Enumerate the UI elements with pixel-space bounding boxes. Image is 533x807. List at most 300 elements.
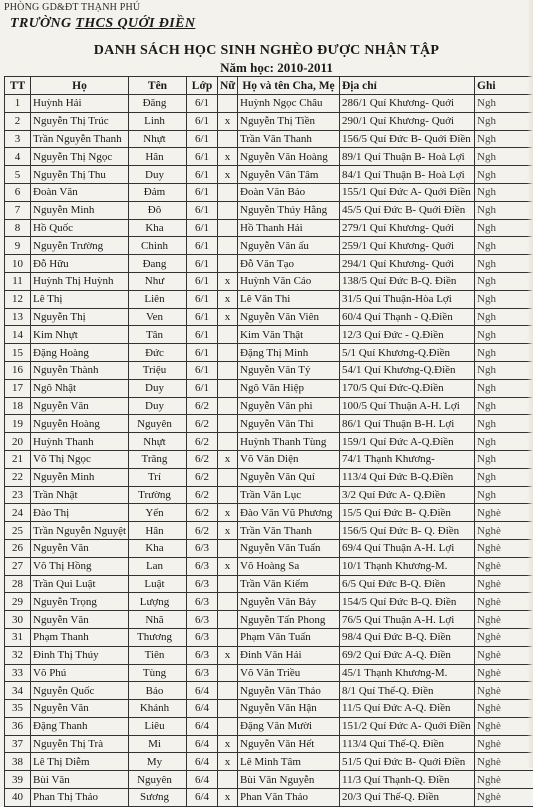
cell-ho: Nguyễn Minh [31, 468, 129, 486]
cell-note: Nghè [475, 539, 533, 557]
cell-tt: 9 [5, 237, 31, 255]
cell-lop: 6/1 [187, 130, 218, 148]
cell-nu: x [218, 753, 238, 771]
cell-tt: 1 [5, 95, 31, 113]
cell-nu [218, 219, 238, 237]
cell-ten: Triệu [129, 361, 187, 379]
cell-address: 51/5 Quí Đức B- Quới Điền [340, 753, 475, 771]
col-header-ho: Họ [31, 77, 129, 95]
cell-note: Ngh [475, 397, 533, 415]
table-row [5, 219, 533, 237]
cell-ho: Võ Phú [31, 664, 129, 682]
cell-ho: Đào Thị [31, 504, 129, 522]
cell-note: Ngh [475, 219, 533, 237]
cell-parent: Nguyễn Văn Viên [238, 308, 340, 326]
school-header [10, 16, 195, 32]
cell-lop: 6/1 [187, 326, 218, 344]
table-row [5, 201, 533, 219]
table-row [5, 361, 533, 379]
cell-address: 69/4 Quí Thuận A-H. Lợi [340, 539, 475, 557]
cell-ten: Nhựt [129, 433, 187, 451]
cell-ho: Đỗ Hữu [31, 255, 129, 273]
cell-ho: Nguyễn Văn [31, 611, 129, 629]
table-row [5, 575, 533, 593]
cell-nu [218, 130, 238, 148]
cell-parent: Nguyễn Văn Bảy [238, 593, 340, 611]
cell-ho: Kim Nhựt [31, 326, 129, 344]
document-title: DANH SÁCH HỌC SINH NGHÈO ĐƯỢC NHẬN TẬP [0, 43, 533, 59]
scan-edge [527, 0, 533, 768]
cell-ho: Nguyễn Thị Ngọc [31, 148, 129, 166]
table-row [5, 486, 533, 504]
department-header: PHÒNG GD&ĐT THẠNH PHÚ [4, 2, 140, 13]
cell-tt: 30 [5, 611, 31, 629]
cell-tt: 12 [5, 290, 31, 308]
cell-ho: Huỳnh Thị Huỳnh [31, 272, 129, 290]
cell-tt: 7 [5, 201, 31, 219]
cell-ho: Huỳnh Thanh [31, 433, 129, 451]
cell-address: 155/1 Quí Đức A- Quới Điền [340, 183, 475, 201]
table-row [5, 397, 533, 415]
cell-ho: Trần Qui Luật [31, 575, 129, 593]
cell-ten: Đang [129, 255, 187, 273]
cell-ten: Nguyên [129, 771, 187, 789]
cell-tt: 18 [5, 397, 31, 415]
cell-address: 74/1 Thạnh Khương- [340, 450, 475, 468]
cell-address: 113/4 Quí Đức B-Q.Điền [340, 468, 475, 486]
cell-ho: Nguyễn Văn [31, 700, 129, 718]
cell-ho: Lê Thị [31, 290, 129, 308]
cell-ho: Nguyễn Thị Thu [31, 166, 129, 184]
cell-tt: 33 [5, 664, 31, 682]
col-header-parent: Họ và tên Cha, Mẹ [238, 77, 340, 95]
cell-tt: 8 [5, 219, 31, 237]
cell-lop: 6/2 [187, 397, 218, 415]
cell-note: Ngh [475, 255, 533, 273]
cell-lop: 6/1 [187, 183, 218, 201]
table-row [5, 95, 533, 113]
cell-note: Nghè [475, 753, 533, 771]
col-header-ten: Tên [129, 77, 187, 95]
cell-ho: Nguyễn Thị [31, 308, 129, 326]
cell-address: 54/1 Quí Khương-Q.Điền [340, 361, 475, 379]
table-row [5, 379, 533, 397]
cell-ho: Hồ Quốc [31, 219, 129, 237]
cell-ten: My [129, 753, 187, 771]
table-header-row [5, 77, 533, 95]
cell-tt: 19 [5, 415, 31, 433]
table-row [5, 112, 533, 130]
cell-nu [218, 682, 238, 700]
table-row [5, 664, 533, 682]
cell-nu [218, 201, 238, 219]
cell-ten: Trí [129, 468, 187, 486]
table-row [5, 557, 533, 575]
cell-ten: Yến [129, 504, 187, 522]
cell-parent: Bùi Văn Nguyễn [238, 771, 340, 789]
col-header-address: Địa chỉ [340, 77, 475, 95]
table-row [5, 130, 533, 148]
cell-lop: 6/4 [187, 682, 218, 700]
cell-note: Nghè [475, 682, 533, 700]
cell-nu [218, 344, 238, 362]
cell-tt: 25 [5, 522, 31, 540]
cell-lop: 6/1 [187, 148, 218, 166]
cell-lop: 6/4 [187, 735, 218, 753]
student-table [4, 76, 533, 807]
cell-lop: 6/2 [187, 468, 218, 486]
cell-address: 31/5 Quí Thuận-Hòa Lợi [340, 290, 475, 308]
cell-note: Nghè [475, 628, 533, 646]
cell-ho: Trần Nguyễn Thanh [31, 130, 129, 148]
col-header-tt: TT [5, 77, 31, 95]
table-row [5, 628, 533, 646]
cell-nu: x [218, 557, 238, 575]
cell-address: 100/5 Quí Thuận A-H. Lợi [340, 397, 475, 415]
cell-address: 12/3 Quí Đức - Q.Điền [340, 326, 475, 344]
cell-note: Ngh [475, 308, 533, 326]
cell-address: 86/1 Quí Thuận B-H. Lợi [340, 415, 475, 433]
cell-ten: Nguyên [129, 415, 187, 433]
table-row [5, 611, 533, 629]
cell-nu [218, 593, 238, 611]
cell-parent: Đinh Văn Hải [238, 646, 340, 664]
cell-ho: Bùi Văn [31, 771, 129, 789]
cell-tt: 4 [5, 148, 31, 166]
cell-lop: 6/1 [187, 255, 218, 273]
cell-ten: Trường [129, 486, 187, 504]
cell-ho: Đặng Hoàng [31, 344, 129, 362]
cell-ho: Ngô Nhật [31, 379, 129, 397]
cell-address: 45/5 Quí Đức B- Quới Điền [340, 201, 475, 219]
cell-note: Ngh [475, 290, 533, 308]
cell-address: 11/3 Quí Thạnh-Q. Điền [340, 771, 475, 789]
cell-address: 170/5 Quí Đức-Q.Điền [340, 379, 475, 397]
cell-ho: Nguyễn Thị Trúc [31, 112, 129, 130]
cell-note: Ngh [475, 450, 533, 468]
cell-ten: Liên [129, 290, 187, 308]
cell-ten: Kha [129, 219, 187, 237]
table-row [5, 308, 533, 326]
cell-tt: 10 [5, 255, 31, 273]
cell-nu [218, 771, 238, 789]
cell-ho: Nguyễn Thành [31, 361, 129, 379]
cell-parent: Huỳnh Văn Cáo [238, 272, 340, 290]
cell-address: 279/1 Quí Khương- Quới [340, 219, 475, 237]
cell-ten: Nhựt [129, 130, 187, 148]
cell-lop: 6/4 [187, 700, 218, 718]
cell-tt: 26 [5, 539, 31, 557]
cell-nu [218, 664, 238, 682]
cell-note: Ngh [475, 272, 533, 290]
cell-ho: Võ Thị Hồng [31, 557, 129, 575]
cell-ten: Hân [129, 148, 187, 166]
cell-parent: Nguyễn Văn Thảo [238, 682, 340, 700]
cell-ten: Duy [129, 397, 187, 415]
cell-lop: 6/1 [187, 112, 218, 130]
cell-lop: 6/3 [187, 557, 218, 575]
cell-nu [218, 486, 238, 504]
cell-nu [218, 379, 238, 397]
cell-address: 20/3 Quí Thế-Q. Điền [340, 789, 475, 807]
cell-note: Ngh [475, 486, 533, 504]
cell-tt: 23 [5, 486, 31, 504]
cell-tt: 27 [5, 557, 31, 575]
cell-lop: 6/3 [187, 575, 218, 593]
cell-nu [218, 397, 238, 415]
cell-note: Nghè [475, 664, 533, 682]
cell-nu [218, 539, 238, 557]
cell-note: Ngh [475, 183, 533, 201]
cell-parent: Nguyễn Văn phi [238, 397, 340, 415]
cell-address: 286/1 Quí Khương- Quới [340, 95, 475, 113]
cell-lop: 6/2 [187, 450, 218, 468]
cell-nu [218, 237, 238, 255]
cell-ten: Nhã [129, 611, 187, 629]
cell-ho: Nguyễn Hoàng [31, 415, 129, 433]
table-row [5, 237, 533, 255]
cell-parent: Nguyễn Tấn Phong [238, 611, 340, 629]
cell-address: 76/5 Quí Thuận A-H. Lợi [340, 611, 475, 629]
cell-nu [218, 415, 238, 433]
cell-lop: 6/3 [187, 611, 218, 629]
cell-ho: Đặng Thanh [31, 717, 129, 735]
cell-note: Ngh [475, 201, 533, 219]
cell-ten: Linh [129, 112, 187, 130]
cell-ten: Hân [129, 522, 187, 540]
cell-ten: Lượng [129, 593, 187, 611]
table-row [5, 344, 533, 362]
cell-address: 84/1 Quí Thuận B- Hoà Lợi [340, 166, 475, 184]
cell-lop: 6/4 [187, 717, 218, 735]
cell-note: Nghè [475, 557, 533, 575]
table-row [5, 450, 533, 468]
table-row [5, 753, 533, 771]
cell-note: Nghè [475, 646, 533, 664]
cell-address: 5/1 Quí Khương-Q.Điền [340, 344, 475, 362]
table-row [5, 183, 533, 201]
cell-address: 11/5 Quí Đức A-Q. Điền [340, 700, 475, 718]
cell-parent: Đỗ Văn Tạo [238, 255, 340, 273]
cell-address: 89/1 Quí Thuận B- Hoà Lợi [340, 148, 475, 166]
cell-parent: Trần Văn Thanh [238, 522, 340, 540]
cell-ho: Trần Nhật [31, 486, 129, 504]
cell-tt: 31 [5, 628, 31, 646]
cell-address: 113/4 Quí Thế-Q. Điền [340, 735, 475, 753]
cell-address: 294/1 Quí Khương- Quới [340, 255, 475, 273]
cell-address: 290/1 Quí Khương- Quới [340, 112, 475, 130]
cell-note: Nghè [475, 735, 533, 753]
cell-address: 10/1 Thạnh Khương-M. [340, 557, 475, 575]
table-row [5, 646, 533, 664]
cell-note: Ngh [475, 166, 533, 184]
cell-ten: Đảm [129, 183, 187, 201]
cell-parent: Lê Minh Tâm [238, 753, 340, 771]
cell-ho: Nguyễn Minh [31, 201, 129, 219]
cell-parent: Võ Văn Diện [238, 450, 340, 468]
cell-note: Nghè [475, 611, 533, 629]
cell-lop: 6/1 [187, 272, 218, 290]
cell-ten: Đô [129, 201, 187, 219]
cell-nu: x [218, 450, 238, 468]
cell-tt: 35 [5, 700, 31, 718]
cell-lop: 6/1 [187, 361, 218, 379]
cell-tt: 29 [5, 593, 31, 611]
cell-parent: Phạm Văn Tuấn [238, 628, 340, 646]
cell-lop: 6/1 [187, 237, 218, 255]
cell-note: Nghè [475, 700, 533, 718]
cell-tt: 28 [5, 575, 31, 593]
cell-lop: 6/1 [187, 379, 218, 397]
table-row [5, 700, 533, 718]
col-header-lop: Lớp [187, 77, 218, 95]
cell-parent: Nguyễn Thị Tiền [238, 112, 340, 130]
cell-ho: Nguyễn Trọng [31, 593, 129, 611]
cell-lop: 6/2 [187, 486, 218, 504]
table-row [5, 593, 533, 611]
cell-note: Nghè [475, 789, 533, 807]
cell-tt: 5 [5, 166, 31, 184]
school-prefix: TRƯỜNG [10, 16, 71, 31]
cell-address: 45/1 Thạnh Khương-M. [340, 664, 475, 682]
cell-note: Ngh [475, 95, 533, 113]
table-row [5, 682, 533, 700]
cell-parent: Kim Văn Thật [238, 326, 340, 344]
table-row [5, 771, 533, 789]
school-year: Năm học: 2010-2011 [0, 60, 533, 76]
cell-ho: Đinh Thị Thúy [31, 646, 129, 664]
cell-nu: x [218, 148, 238, 166]
cell-lop: 6/4 [187, 771, 218, 789]
cell-tt: 2 [5, 112, 31, 130]
cell-ho: Đoàn Văn [31, 183, 129, 201]
cell-parent: Nguyễn Văn Tâm [238, 166, 340, 184]
cell-lop: 6/1 [187, 344, 218, 362]
cell-tt: 24 [5, 504, 31, 522]
cell-ho: Phan Thị Thảo [31, 789, 129, 807]
cell-parent: Phan Văn Thảo [238, 789, 340, 807]
cell-address: 8/1 Quí Thế-Q. Điền [340, 682, 475, 700]
cell-ten: Khánh [129, 700, 187, 718]
cell-ten: Luật [129, 575, 187, 593]
cell-tt: 36 [5, 717, 31, 735]
cell-ten: Tiên [129, 646, 187, 664]
cell-parent: Nguyễn Văn Tuấn [238, 539, 340, 557]
table-row [5, 522, 533, 540]
cell-nu [218, 611, 238, 629]
cell-nu: x [218, 290, 238, 308]
cell-address: 98/4 Quí Đức B-Q. Điền [340, 628, 475, 646]
cell-note: Nghè [475, 575, 533, 593]
cell-note: Ngh [475, 433, 533, 451]
cell-parent: Nguyễn Văn Quí [238, 468, 340, 486]
cell-nu [218, 575, 238, 593]
cell-nu: x [218, 646, 238, 664]
cell-ten: Bảo [129, 682, 187, 700]
table-row [5, 468, 533, 486]
cell-nu: x [218, 166, 238, 184]
cell-lop: 6/2 [187, 433, 218, 451]
cell-note: Nghè [475, 593, 533, 611]
table-row [5, 504, 533, 522]
cell-ho: Nguyễn Trường [31, 237, 129, 255]
table-row [5, 539, 533, 557]
cell-ten: Lan [129, 557, 187, 575]
cell-address: 159/1 Quí Đức A-Q.Điền [340, 433, 475, 451]
cell-parent: Võ Hoàng Sa [238, 557, 340, 575]
cell-nu [218, 255, 238, 273]
cell-note: Nghè [475, 504, 533, 522]
cell-note: Ngh [475, 130, 533, 148]
col-header-nu: Nữ [218, 77, 238, 95]
cell-lop: 6/1 [187, 308, 218, 326]
cell-parent: Nguyễn Văn Tý [238, 361, 340, 379]
table-row [5, 272, 533, 290]
cell-ten: Duy [129, 379, 187, 397]
table-row [5, 290, 533, 308]
table-row [5, 433, 533, 451]
cell-address: 6/5 Quí Đức B-Q. Điền [340, 575, 475, 593]
cell-address: 3/2 Quí Đức A- Q.Điền [340, 486, 475, 504]
cell-nu [218, 361, 238, 379]
cell-lop: 6/3 [187, 628, 218, 646]
cell-ten: Thương [129, 628, 187, 646]
cell-note: Ngh [475, 344, 533, 362]
cell-ho: Nguyễn Văn [31, 539, 129, 557]
cell-ten: Chinh [129, 237, 187, 255]
cell-ten: Trăng [129, 450, 187, 468]
cell-ten: Mi [129, 735, 187, 753]
cell-nu: x [218, 522, 238, 540]
cell-nu [218, 433, 238, 451]
cell-note: Ngh [475, 237, 533, 255]
cell-lop: 6/2 [187, 504, 218, 522]
cell-nu: x [218, 504, 238, 522]
cell-ten: Liêu [129, 717, 187, 735]
cell-lop: 6/1 [187, 166, 218, 184]
cell-note: Ngh [475, 148, 533, 166]
cell-ho: Võ Thị Ngọc [31, 450, 129, 468]
cell-nu [218, 183, 238, 201]
cell-address: 60/4 Quí Thạnh - Q.Điền [340, 308, 475, 326]
cell-nu [218, 717, 238, 735]
cell-address: 156/5 Quí Đức B- Quới Điền [340, 130, 475, 148]
cell-nu: x [218, 308, 238, 326]
cell-parent: Hồ Thanh Hải [238, 219, 340, 237]
cell-nu [218, 628, 238, 646]
cell-ten: Tùng [129, 664, 187, 682]
cell-parent: Nguyễn Văn ấu [238, 237, 340, 255]
cell-ten: Duy [129, 166, 187, 184]
cell-note: Ngh [475, 468, 533, 486]
cell-ho: Huỳnh Hải [31, 95, 129, 113]
cell-address: 138/5 Quí Đức B-Q. Điền [340, 272, 475, 290]
table-row [5, 326, 533, 344]
cell-parent: Đào Văn Vũ Phương [238, 504, 340, 522]
table-row [5, 255, 533, 273]
cell-tt: 40 [5, 789, 31, 807]
table-row [5, 415, 533, 433]
cell-lop: 6/3 [187, 539, 218, 557]
cell-note: Nghè [475, 522, 533, 540]
cell-tt: 37 [5, 735, 31, 753]
cell-nu [218, 326, 238, 344]
cell-lop: 6/1 [187, 219, 218, 237]
cell-lop: 6/1 [187, 201, 218, 219]
cell-ten: Ven [129, 308, 187, 326]
cell-ho: Trần Nguyễn Nguyệt [31, 522, 129, 540]
cell-lop: 6/3 [187, 664, 218, 682]
